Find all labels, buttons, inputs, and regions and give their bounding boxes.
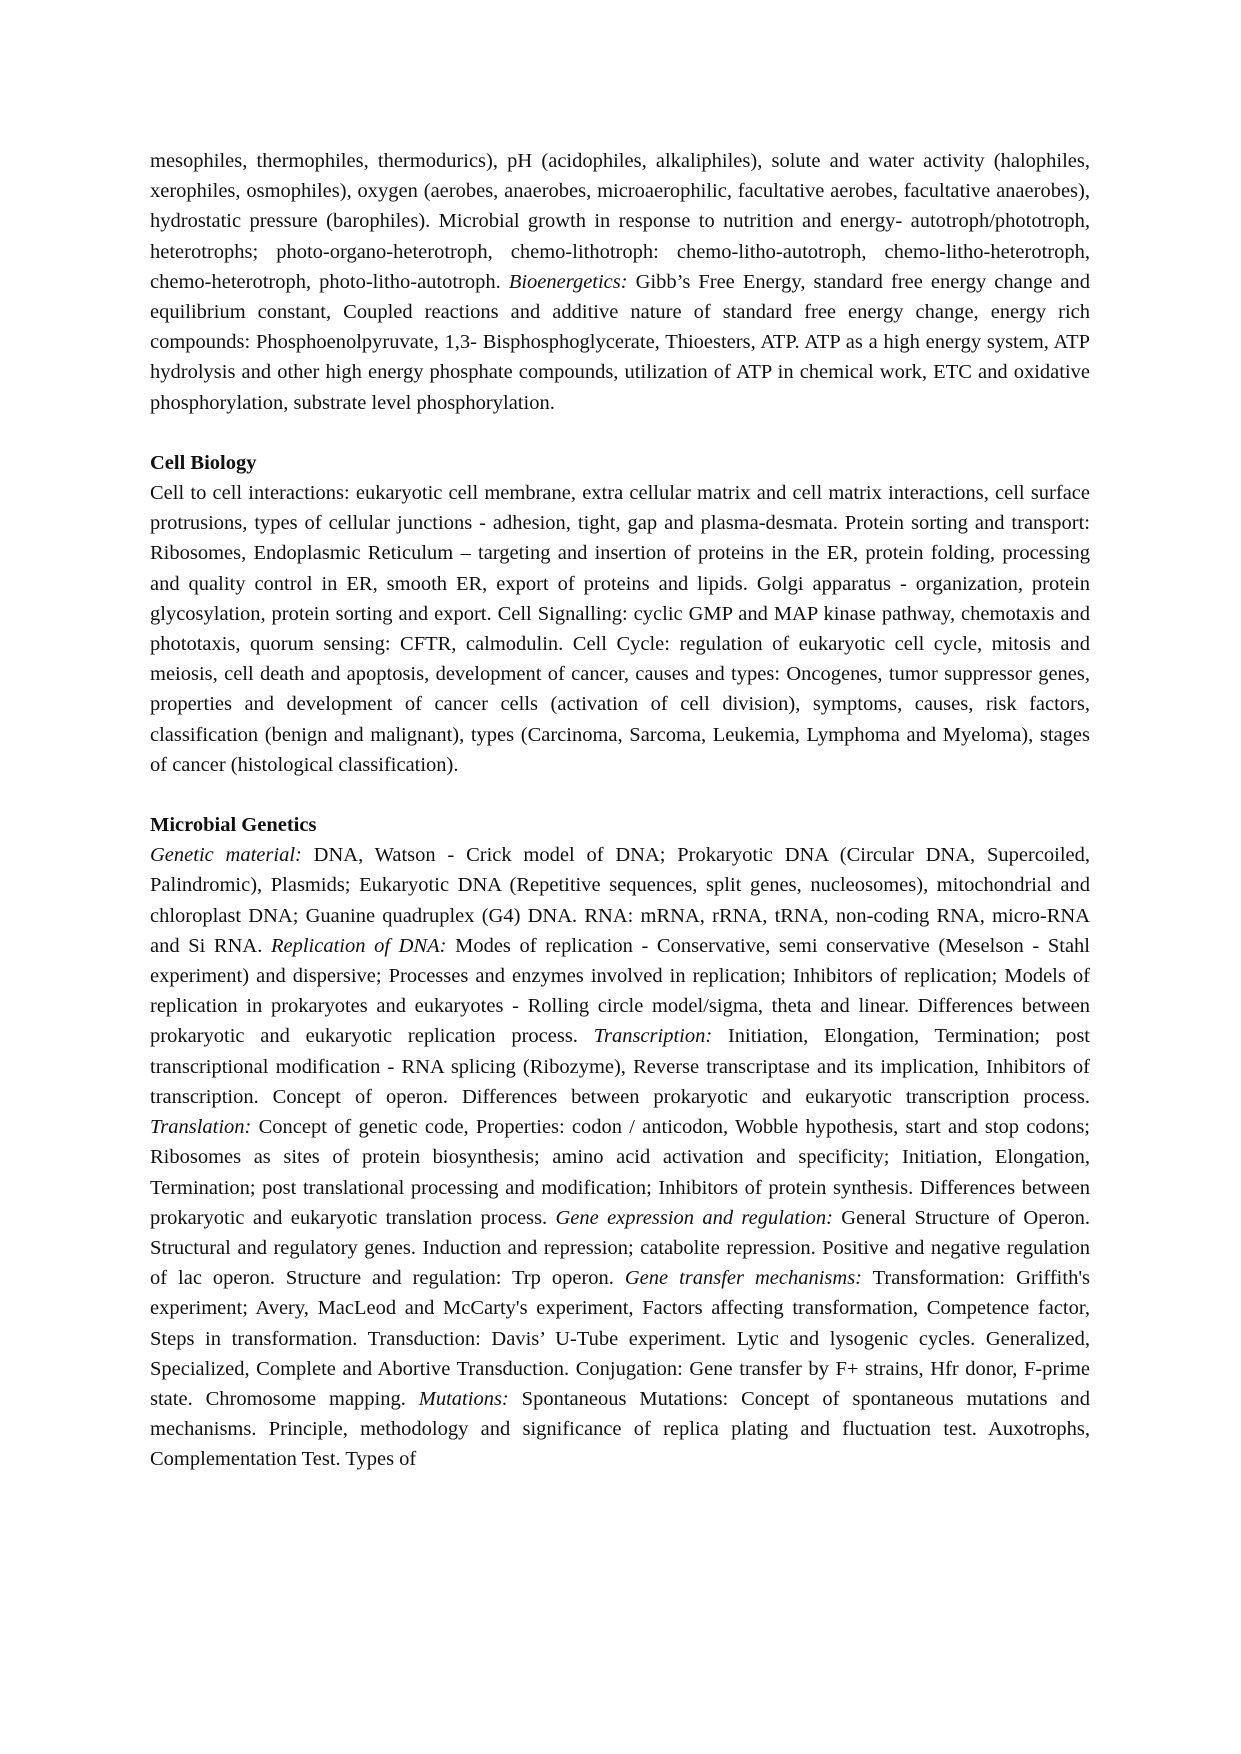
mutations-text: Spontaneous Mutations: Concept of spontaneous mutations and mechanisms. Principle, methodology and significance of replica plating and fluctuation test. Auxotrophs, Complementation Test. Types of [150,1387,1090,1471]
transcription-text: Initiation, Elongation, Termination; post transcriptional modification - RNA splicing (Ribozyme), Reverse transcriptase and its implication, Inhibitors of transcription. Concept of operon. Differences between prokaryotic and eukaryotic transcription process. [150,1025,1090,1108]
gene-expression-text: General Structure of Operon. Structural and regulatory genes. Induction and repression; catabolite repression. Positive and negative regulation of lac operon. Structure and regulation: Trp operon. [150,1206,1091,1290]
genetic-material-term: Genetic material: [150,844,302,867]
cell-biology-heading: Cell Biology [150,451,257,474]
microbial-genetics-paragraph [150,840,1090,1474]
mutations-term: Mutations: [418,1387,509,1410]
document-page [150,146,1090,1475]
intro-text-1: mesophiles, thermophiles, thermodurics), pH (acidophiles, alkaliphiles), solute and water activity (halophiles, xerophiles, osmophiles), oxygen (aerobes, anaerobes, microaerophilic, facultative aerobes, facultative anaerobes), hydrostatic pressure (barophiles). Microbial growth in response to nutrition and energy- autotroph/phototroph, heterotrophs; photo-organo-heterotroph, chemo-lithotroph: chemo-litho-autotroph, chemo-litho-heterotroph, chemo-heterotroph, photo-litho-autotroph. [150,150,1090,293]
gene-expression-term: Gene expression and regulation: [555,1206,833,1229]
bioenergetics-term: Bioenergetics: [508,270,628,293]
microbial-genetics-section [150,810,1090,1474]
intro-paragraph [150,146,1090,418]
genetic-material-text: DNA, Watson - Crick model of DNA; Prokaryotic DNA (Circular DNA, Supercoiled, Palindromic), Plasmids; Eukaryotic DNA (Repetitive sequences, split genes, nucleosomes), mitochondrial and chloroplast DNA; Guanine quadruplex (G4) DNA. RNA: mRNA, rRNA, tRNA, non-coding RNA, micro-RNA and Si RNA. [150,844,1090,957]
replication-term: Replication of DNA: [270,934,447,957]
gene-transfer-text: Transformation: Griffith's experiment; Avery, MacLeod and McCarty's experiment, Factors affecting transformation, Competence factor, Steps in transformation. Transduction: Davis’ U-Tube experiment. Lytic and lysogenic cycles. Generalized, Specialized, Complete and Abortive Transduction. Conjugation: Gene transfer by F+ strains, Hfr donor, F-prime state. Chromosome mapping. [150,1267,1090,1410]
cell-biology-section [150,448,1090,780]
intro-text-2: Gibb’s Free Energy, standard free energy change and equilibrium constant, Coupled reactions and additive nature of standard free energy change, energy rich compounds: Phosphoenolpyruvate, 1,3- Bisphosphoglycerate, Thioesters, ATP. ATP as a high energy system, ATP hydrolysis and other high energy phosphate compounds, utilization of ATP in chemical work, ETC and oxidative phosphorylation, substrate level phosphorylation. [150,270,1090,414]
translation-term: Translation: [150,1116,252,1139]
gene-transfer-term: Gene transfer mechanisms: [624,1267,863,1290]
microbial-genetics-heading: Microbial Genetics [150,814,317,837]
translation-text: Concept of genetic code, Properties: codon / anticodon, Wobble hypothesis, start and stop codons; Ribosomes as sites of protein biosynthesis; amino acid activation and specificity; Initiation, Elongation, Termination; post translational processing and modification; Inhibitors of protein synthesis. Differences between prokaryotic and eukaryotic translation process. [150,1116,1090,1229]
replication-text: Modes of replication - Conservative, semi conservative (Meselson - Stahl experiment) and dispersive; Processes and enzymes involved in replication; Inhibitors of replication; Models of replication in prokaryotes and eukaryotes - Rolling circle model/sigma, theta and linear. Differences between prokaryotic and eukaryotic replication process. [150,934,1090,1048]
cell-biology-paragraph: Cell to cell interactions: eukaryotic cell membrane, extra cellular matrix and cell matrix interactions, cell surface protrusions, types of cellular junctions - adhesion, tight, gap and plasma-desmata. Protein sorting and transport: Ribosomes, Endoplasmic Reticulum – targeting and insertion of proteins in the ER, protein folding, processing and quality control in ER, smooth ER, export of proteins and lipids. Golgi apparatus - organization, protein glycosylation, protein sorting and export. Cell Signalling: cyclic GMP and MAP kinase pathway, chemotaxis and phototaxis, quorum sensing: CFTR, calmodulin. Cell Cycle: regulation of eukaryotic cell cycle, mitosis and meiosis, cell death and apoptosis, development of cancer, causes and types: Oncogenes, tumor suppressor genes, properties and development of cancer cells (activation of cell division), symptoms, causes, risk factors, classification (benign and malignant), types (Carcinoma, Sarcoma, Leukemia, Lymphoma and Myeloma), stages of cancer (histological classification). [150,482,1090,776]
transcription-term: Transcription: [593,1025,713,1048]
